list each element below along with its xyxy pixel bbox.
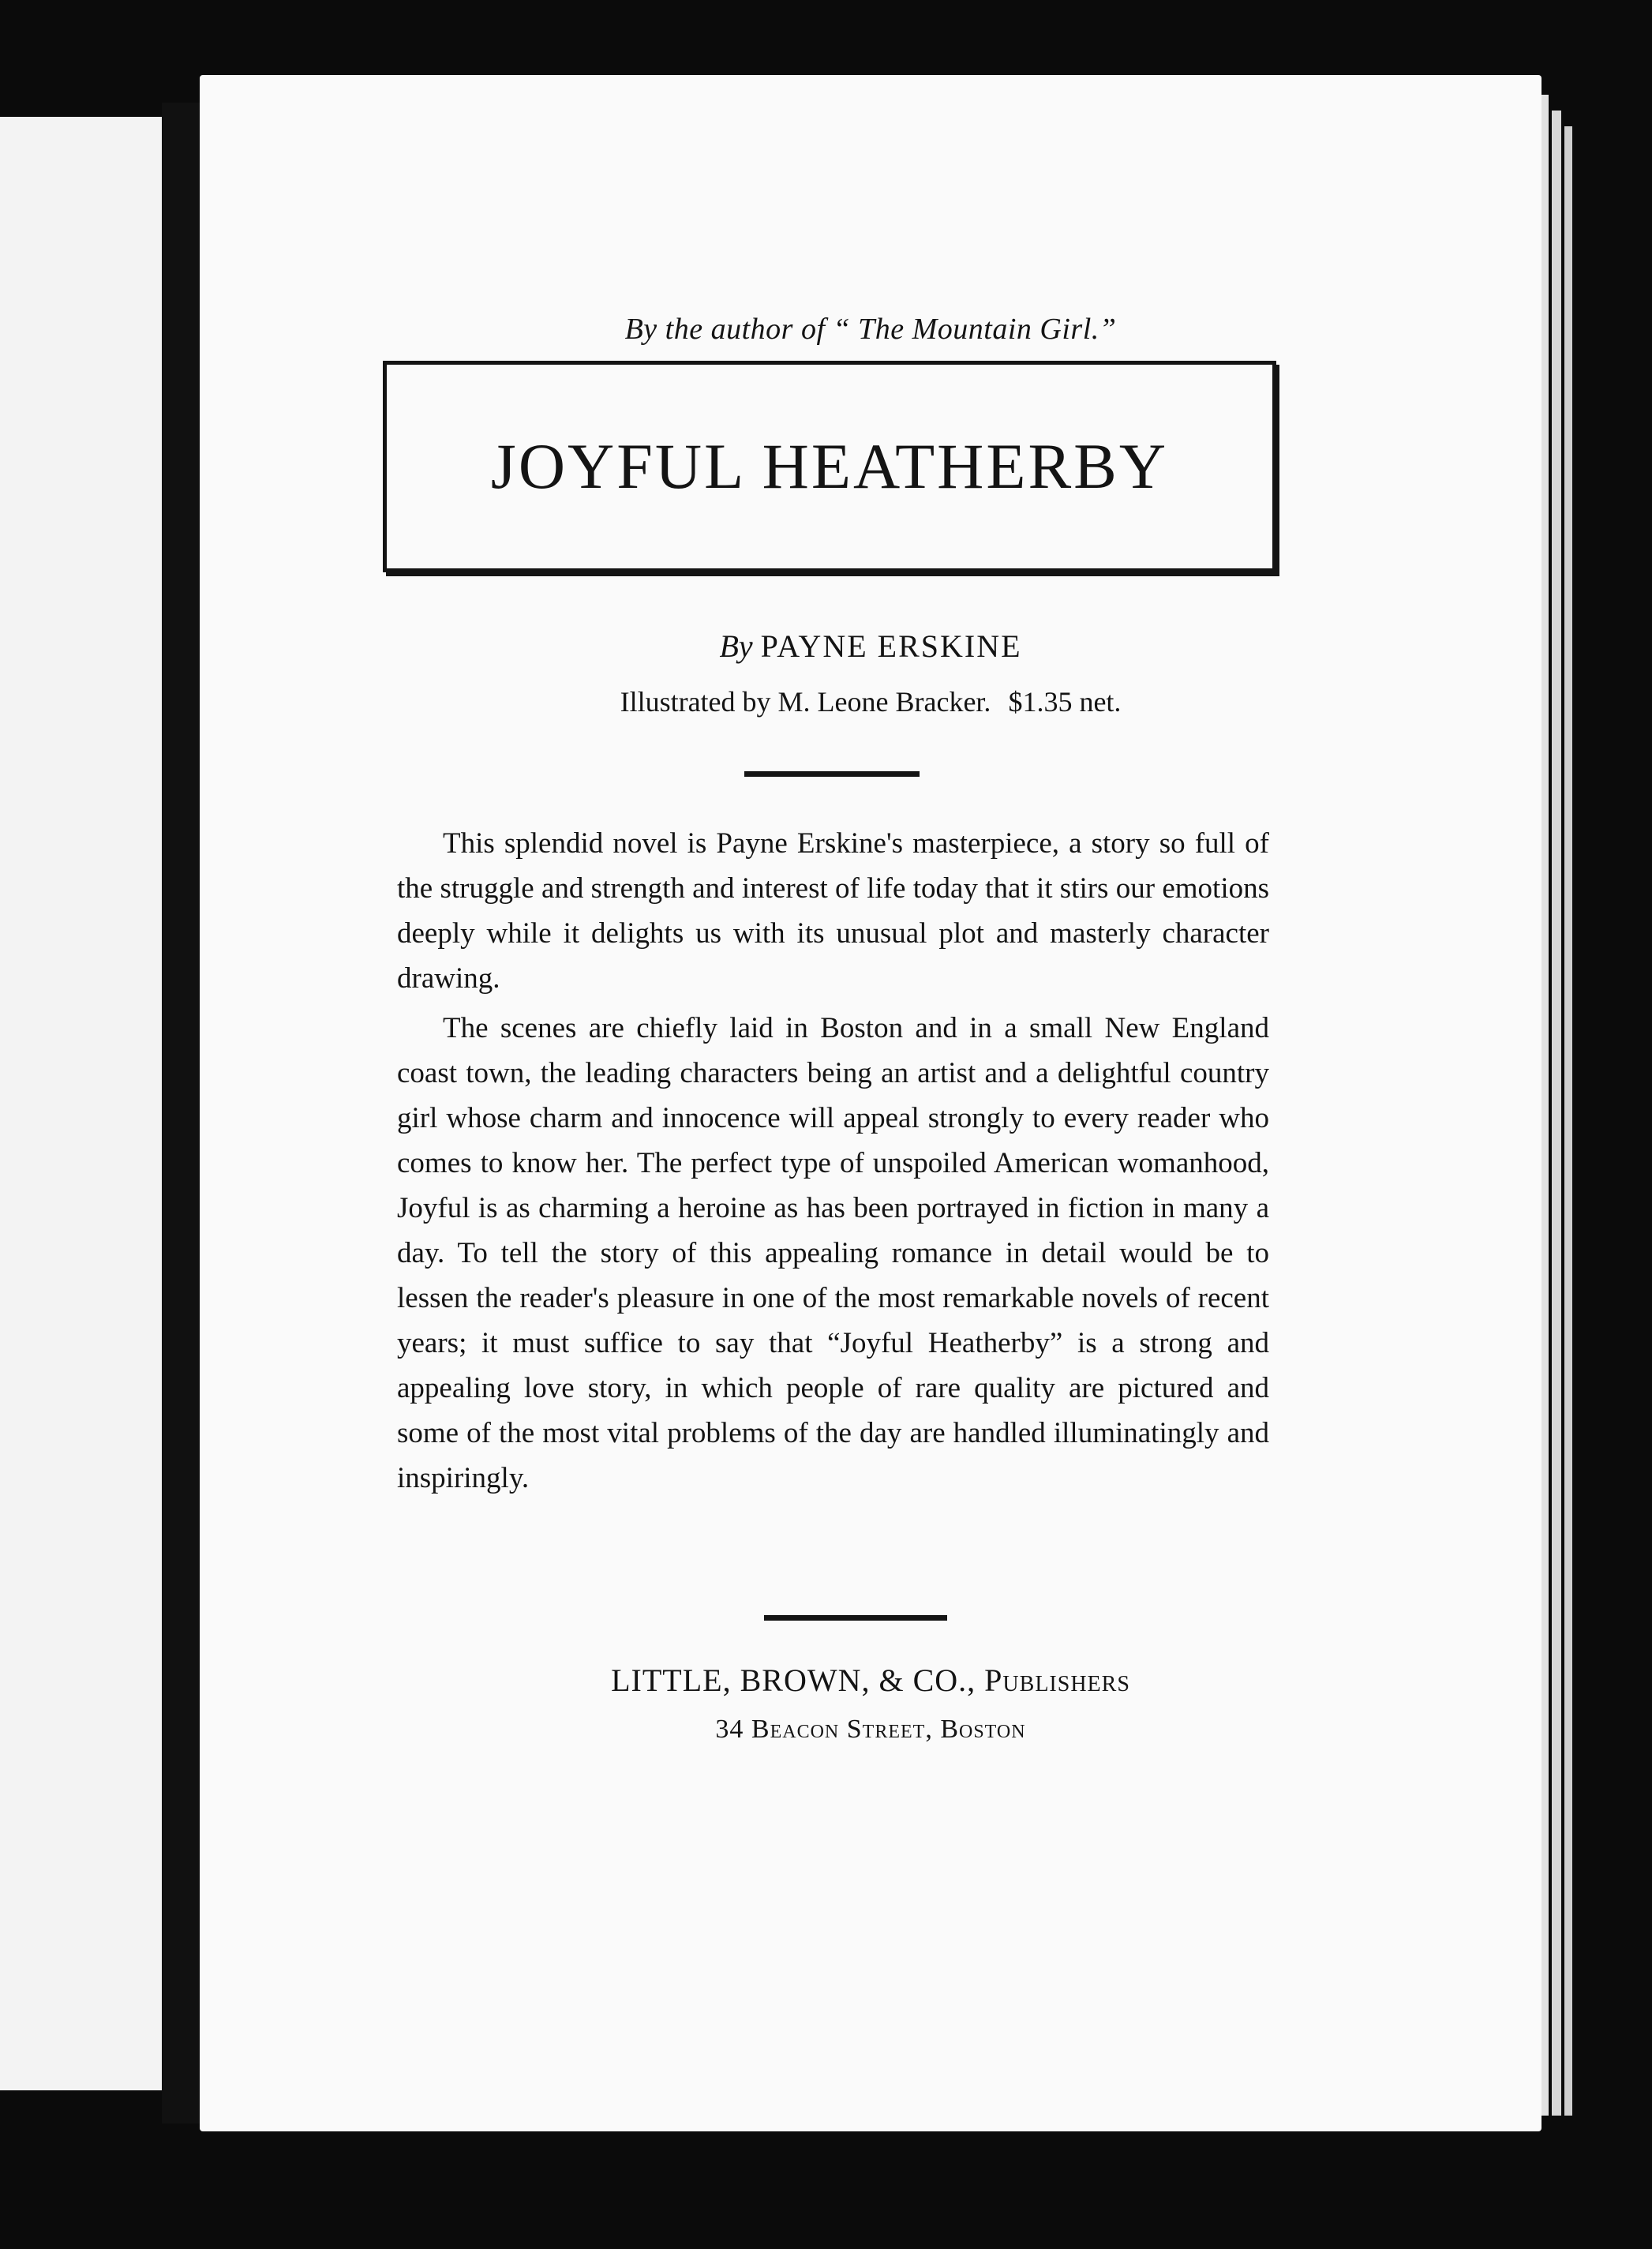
publisher-role: Publishers: [984, 1662, 1130, 1698]
book-spine: [162, 103, 200, 2123]
byline: [200, 628, 1541, 665]
page-edge: [1564, 126, 1572, 2116]
paragraph: This splendid novel is Payne Erskine's masterpiece, a story so full of the struggle and strength and interest of life today that it stirs our emotions deeply while it delights us with its unusual plot and masterly character drawing.: [397, 827, 1269, 995]
title-box: [383, 361, 1276, 572]
page-edge: [1552, 111, 1561, 2116]
description: [397, 821, 1269, 1505]
page-content: [200, 75, 1541, 2131]
divider-rule: [764, 1615, 947, 1621]
price: $1.35 net.: [1008, 686, 1122, 718]
illustrator-text: Illustrated by M. Leone Bracker.: [620, 686, 991, 718]
paragraph: The scenes are chiefly laid in Boston and in a small New England coast town, the leading characters being an artist and a delightful country girl whose charm and innocence will appeal strongly to every reader who comes to know her. The perfect type of unspoiled American womanhood, Joyful is as charming a heroine as has been portrayed in fiction in many a day. To tell the story of this appealing romance in detail would be to lessen the reader's pleasure in one of the most remarkable novels of recent years; it must suffice to say that “Joyful Heatherby” is a strong and appealing love story, in which people of rare quality are pictured and some of the most vital problems of the day are handled illuminatingly and inspiringly.: [397, 1012, 1269, 1494]
byline-by: By: [719, 628, 753, 664]
book-page: [200, 75, 1541, 2131]
publisher-line: [200, 1662, 1541, 1699]
divider-rule: [744, 771, 920, 777]
book-title: JOYFUL HEATHERBY: [490, 430, 1169, 502]
author-note: By the author of “ The Mountain Girl.”: [624, 313, 1117, 346]
publisher-address: 34 Beacon Street, Boston: [715, 1715, 1026, 1744]
previous-page-edge: [0, 117, 170, 2090]
illustration-credit: [200, 685, 1541, 718]
publisher-name: LITTLE, BROWN, & CO.,: [611, 1662, 976, 1698]
author-name: PAYNE ERSKINE: [760, 628, 1022, 664]
